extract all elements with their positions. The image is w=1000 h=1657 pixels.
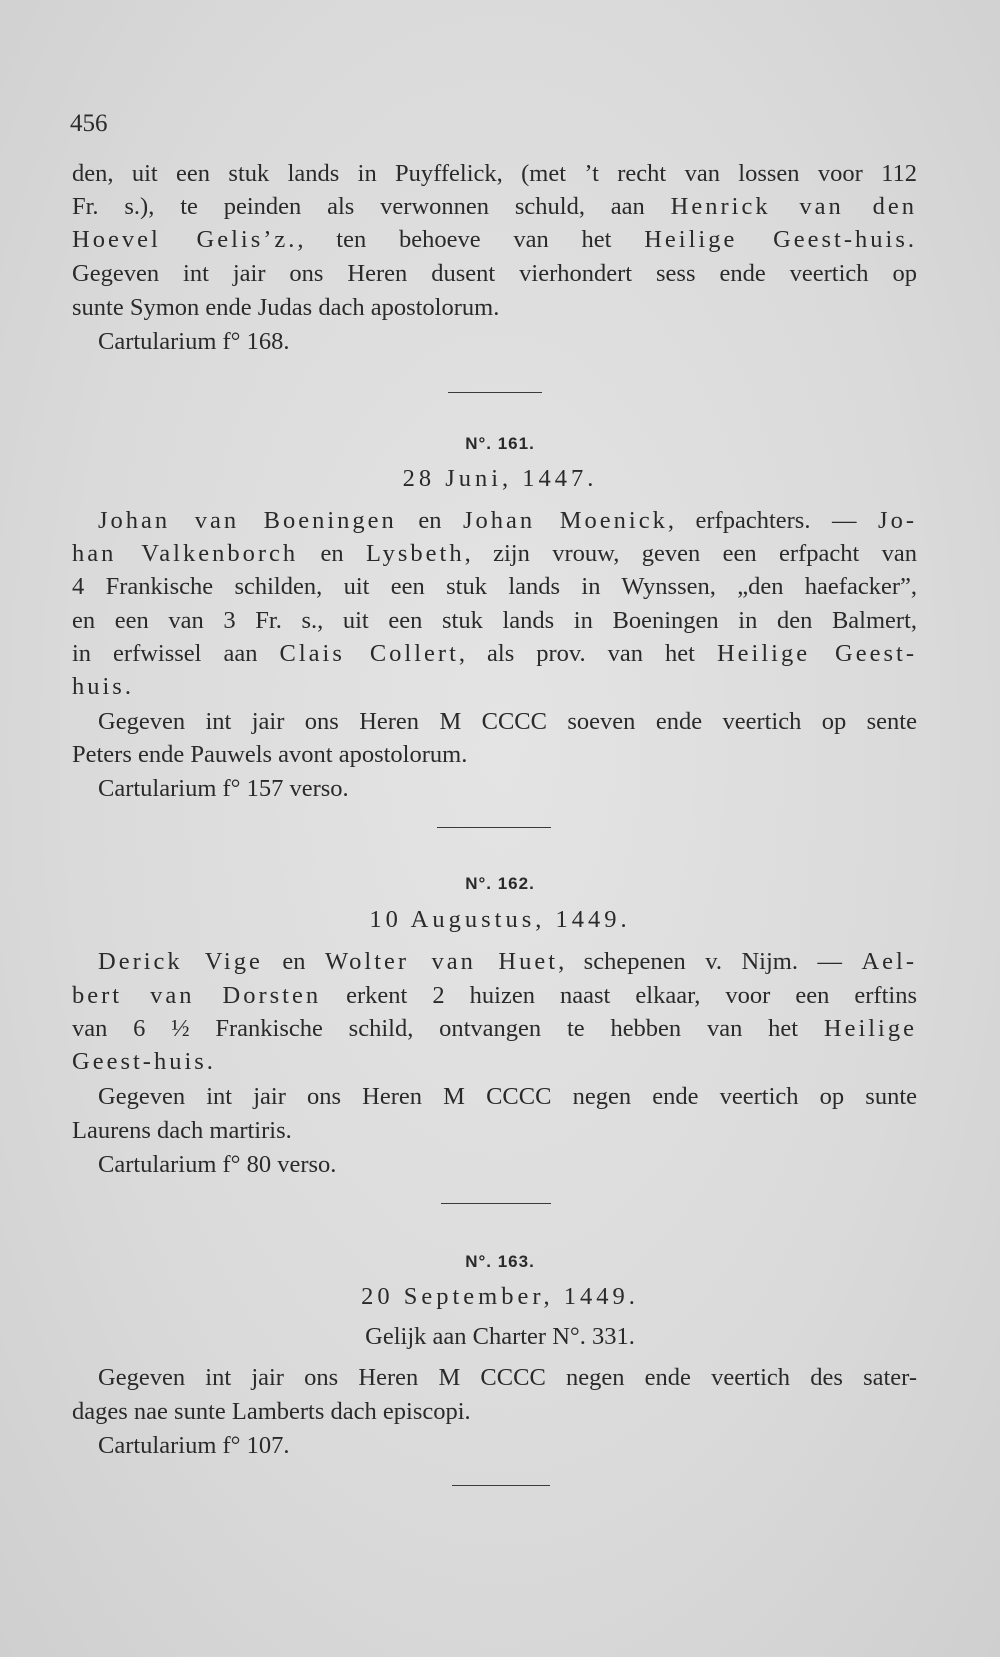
text-segment: van 6 ½ Frankische schild, ontvangen te hebben van het	[72, 1015, 824, 1042]
text-line	[98, 1148, 336, 1181]
entry-date: 28 Juni, 1447.	[402, 465, 598, 492]
section-divider	[441, 1203, 551, 1204]
spaced-name: Heilige Geest-huis.	[644, 226, 917, 253]
text-line	[72, 537, 917, 570]
text-segment: Gegeven int jair ons Heren M CCCC soeven ende veertich op sente	[98, 708, 917, 735]
entry-number: N°. 162.	[465, 874, 535, 893]
text-line	[72, 670, 134, 703]
spaced-name: Jo-	[878, 507, 917, 534]
section-divider	[437, 827, 551, 828]
spaced-name: bert van Dorsten	[72, 982, 322, 1009]
entry-number: N°. 161.	[465, 434, 535, 453]
text-segment: sunte Symon ende Judas dach apostolorum.	[72, 294, 500, 321]
text-line	[72, 637, 917, 670]
text-segment: Gegeven int jair ons Heren M CCCC negen ende veertich des sater-	[98, 1364, 917, 1391]
text-segment: en een van 3 Fr. s., uit een stuk lands in Boeningen in den Balmert,	[72, 607, 917, 634]
text-line	[72, 979, 917, 1012]
text-segment: erkent 2 huizen naast elkaar, voor een erftins	[321, 982, 917, 1009]
text-segment: Fr. s.), te peinden als verwonnen schuld, aan	[72, 193, 671, 220]
spaced-name: Henrick van den	[670, 193, 917, 220]
text-line	[72, 291, 499, 324]
text-line	[98, 1429, 289, 1462]
text-line	[98, 772, 349, 805]
text-segment: Cartularium f° 157 verso.	[98, 775, 349, 802]
entry-number: N°. 163.	[465, 1252, 535, 1271]
spaced-name: han Valkenborch	[72, 540, 299, 567]
text-line	[72, 1395, 471, 1428]
spaced-name: Ael-	[861, 948, 918, 975]
text-segment: , erfpachters. —	[667, 507, 879, 534]
text-line	[72, 257, 917, 290]
spaced-name: huis.	[72, 673, 134, 700]
section-divider	[448, 392, 542, 393]
spaced-name: Johan van Boeningen	[98, 507, 397, 534]
spaced-name: Heilige Geest-	[716, 640, 917, 667]
text-segment: en	[396, 507, 464, 534]
spaced-name: Hoevel Gelis’z.	[72, 226, 298, 253]
text-segment: Peters ende Pauwels avont apostolorum.	[72, 741, 468, 768]
spaced-name: Clais Collert	[279, 640, 459, 667]
text-segment: Laurens dach martiris.	[72, 1117, 292, 1144]
text-line	[72, 1114, 292, 1147]
text-segment: , schepenen v. Nijm. —	[558, 948, 862, 975]
text-segment: Cartularium f° 168.	[98, 328, 290, 355]
entry-date: 20 September, 1449.	[361, 1283, 639, 1310]
text-segment: en	[298, 540, 367, 567]
text-line	[98, 1361, 917, 1394]
text-line	[72, 157, 917, 190]
text-line	[72, 223, 917, 256]
text-line	[98, 1080, 917, 1113]
text-segment: in erfwissel aan	[72, 640, 280, 667]
text-line	[98, 705, 917, 738]
spaced-name: Wolter van Huet	[325, 948, 559, 975]
text-segment: Gegeven int jair ons Heren M CCCC negen ende veertich op sunte	[98, 1083, 917, 1110]
text-segment: 4 Frankische schilden, uit een stuk lands in Wynssen, „den haefacker”,	[72, 573, 917, 600]
spaced-name: Johan Moenick	[463, 507, 668, 534]
text-line	[72, 738, 467, 771]
text-line	[98, 504, 917, 537]
spaced-name: Lysbeth	[366, 540, 465, 567]
spaced-name: Heilige	[823, 1015, 917, 1042]
entry-date: 10 Augustus, 1449.	[369, 906, 631, 933]
text-segment: , ten behoeve van het	[297, 226, 645, 253]
text-line	[72, 1045, 216, 1078]
text-line	[72, 570, 917, 603]
text-segment: en	[262, 948, 325, 975]
text-segment: den, uit een stuk lands in Puyffelick, (met ’t recht van lossen voor 112	[72, 160, 917, 187]
text-line	[72, 1012, 917, 1045]
text-segment: Cartularium f° 107.	[98, 1432, 290, 1459]
text-segment: , als prov. van het	[458, 640, 717, 667]
page-number: 456	[70, 110, 108, 137]
spaced-name: Geest-huis.	[72, 1048, 216, 1075]
text-line	[72, 604, 917, 637]
text-line	[98, 945, 917, 978]
text-line	[72, 190, 917, 223]
spaced-name: Derick Vige	[98, 948, 263, 975]
text-line	[98, 325, 289, 358]
text-segment: Gegeven int jair ons Heren dusent vierhondert sess ende veertich op	[72, 260, 917, 287]
entry-subtitle: Gelijk aan Charter N°. 331.	[365, 1323, 635, 1350]
text-segment: dages nae sunte Lamberts dach episcopi.	[72, 1398, 471, 1425]
text-segment: , zijn vrouw, geven een erfpacht van	[464, 540, 918, 567]
text-segment: Cartularium f° 80 verso.	[98, 1151, 337, 1178]
section-divider	[452, 1485, 550, 1486]
